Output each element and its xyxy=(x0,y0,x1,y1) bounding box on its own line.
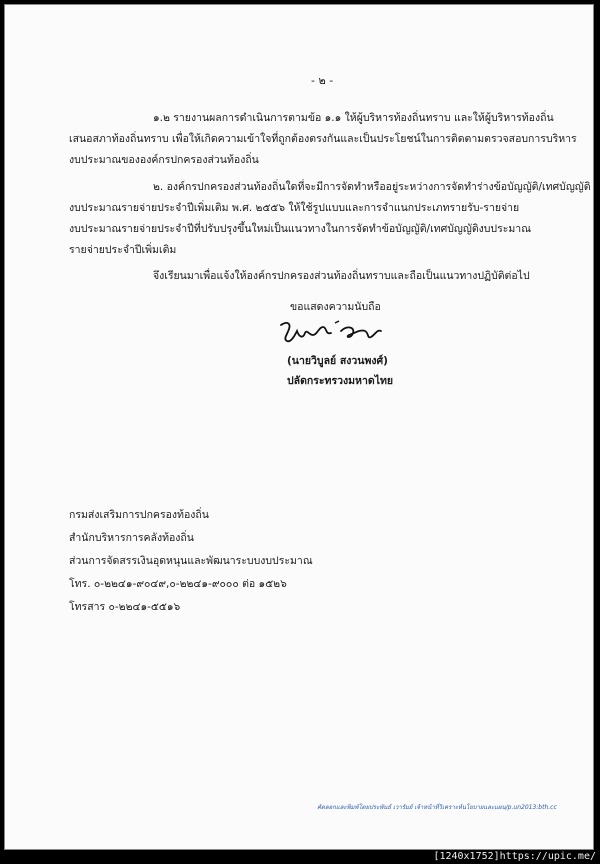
paragraph-3: จึงเรียนมาเพื่อแจ้งให้องค์กรปกครองส่วนท้องถิ่นทราบและถือเป็นแนวทางปฏิบัติต่อไป xyxy=(153,270,530,282)
telephone-line: โทร. ๐-๒๒๔๑-๙๐๔๙,๐-๒๒๔๑-๙๐๐๐ ต่อ ๑๕๒๖ xyxy=(69,578,287,590)
paragraph-2-line-2: งบประมาณรายจ่ายประจำปีเพิ่มเติม พ.ศ. ๒๕๕๖ ให้ใช้รูปแบบและการจำแนกประเภทรายรับ-รายจ่าย xyxy=(69,202,520,214)
closing-salutation: ขอแสดงความนับถือ xyxy=(290,301,381,313)
document-page xyxy=(4,4,594,850)
page-number: - ๒ - xyxy=(311,74,334,87)
fax-line: โทรสาร ๐-๒๒๔๑-๕๕๑๖ xyxy=(69,601,181,613)
department-line-1: กรมส่งเสริมการปกครองท้องถิ่น xyxy=(69,509,209,521)
paragraph-2-line-4: รายจ่ายประจำปีเพิ่มเติม xyxy=(69,244,177,256)
paragraph-2-line-1: ๒. องค์กรปกครองส่วนท้องถิ่นใดที่จะมีการจัดทำหรืออยู่ระหว่างการจัดทำร่างข้อบัญญัติ/เทศบัญญัติ xyxy=(153,181,591,193)
image-host-watermark: [1240x1752]https://upic.me/ xyxy=(429,850,600,864)
paragraph-1-line-2: เสนอสภาท้องถิ่นทราบ เพื่อให้เกิดความเข้าใจที่ถูกต้องตรงกันและเป็นประโยชน์ในการติดตามตรวจสอบการบริหาร xyxy=(69,133,577,145)
handwritten-signature xyxy=(277,317,397,347)
department-line-3: ส่วนการจัดสรรเงินอุดหนุนและพัฒนาระบบงบประมาณ xyxy=(69,555,313,567)
signer-title: ปลัดกระทรวงมหาดไทย xyxy=(287,375,394,387)
paragraph-1-line-1: ๑.๒ รายงานผลการดำเนินการตามข้อ ๑.๑ ให้ผู้บริหารท้องถิ่นทราบ และให้ผู้บริหารท้องถิ่น xyxy=(153,112,554,124)
paragraph-2-line-3: งบประมาณรายจ่ายประจำปีที่ปรับปรุงขึ้นใหม่เป็นแนวทางในการจัดทำข้อบัญญัติ/เทศบัญญัติงบประมาณ xyxy=(69,223,531,235)
footer-note: คัดลอกและพิมพ์โดยประพันธ์ เวารัมย์ เจ้าหน้าที่วิเคราะห์นโยบายและแผน/p.un2013:bth.cc xyxy=(317,804,557,811)
paragraph-1-line-3: งบประมาณขององค์กรปกครองส่วนท้องถิ่น xyxy=(69,154,259,166)
signer-name: (นายวิบูลย์ สงวนพงศ์) xyxy=(287,355,388,367)
department-line-2: สำนักบริหารการคลังท้องถิ่น xyxy=(69,532,194,544)
